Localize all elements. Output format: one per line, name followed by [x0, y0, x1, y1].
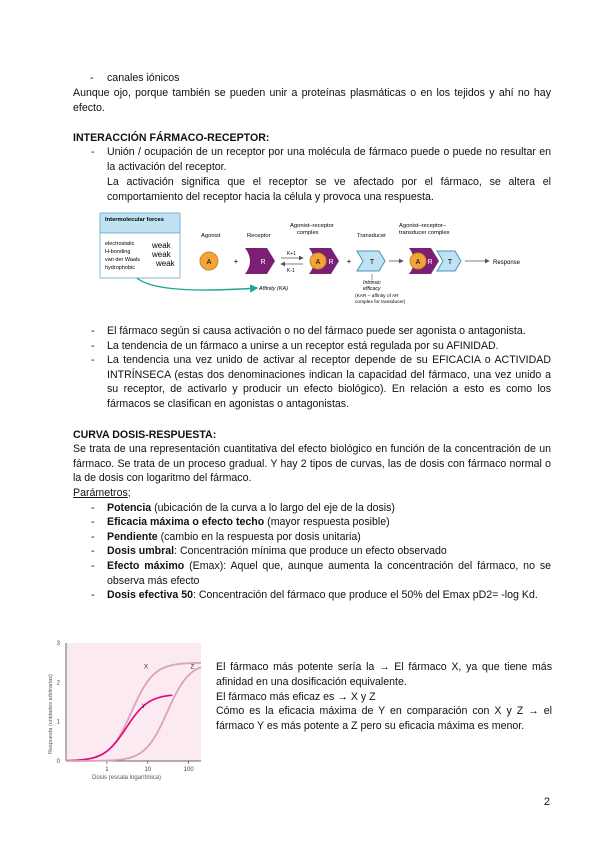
y-tick-label: 2 — [56, 680, 60, 687]
response-label: Response — [493, 260, 521, 266]
param-item: - Dosis umbral: Concentración mínima que produce un efecto observado — [91, 545, 447, 557]
receptor-label: Receptor — [247, 233, 271, 239]
svg-text:A: A — [415, 259, 421, 266]
intro-note: Aunque ojo, porque también se pueden unir a proteínas plasmáticas o en los tejidos y ahí no hay efecto. — [73, 87, 551, 114]
param-item: - Dosis efectiva 50: Concentración del fármaco que produce el 50% del Emax pD2= -log Kd. — [91, 589, 538, 601]
y-axis-label: Respuesta (unidades arbitrarias) — [48, 674, 54, 754]
weak-label: weak — [156, 259, 175, 268]
force-item: hydrophobic — [105, 265, 135, 271]
ternary-label-1: Agonist–receptor– — [399, 223, 447, 229]
svg-text:T: T — [447, 259, 453, 266]
bullet-union: - Unión / ocupación de un receptor por una molécula de fármaco puede o puede no resultar en la activación del receptor. — [91, 146, 551, 173]
svg-text:A: A — [315, 259, 321, 266]
bullet-eficacia: - La tendencia una vez unido de activar al receptor depende de su EFICACIA o ACTIVIDAD INTRÍNSECA (estas dos denominaciones indican la capacidad del fármaco, una vez unido a su receptor, de activarlo y producir un efecto biológico). En relación a esto es como los fármacos se clasifican en agonistas o antagonistas. — [91, 354, 551, 410]
page-number: 2 — [543, 796, 550, 809]
intrinsic-label-1: Intrinsic — [363, 280, 381, 286]
y-tick-label: 1 — [56, 719, 60, 726]
side-text-comparacion: Cómo es la eficacia máxima de Y en comparación con X y Z → el fármaco Y es más potente a Z pero su eficacia máxima es menor. — [216, 705, 552, 732]
x-tick-label: 100 — [183, 767, 194, 773]
section-heading-curva: CURVA DOSIS-RESPUESTA: — [73, 429, 217, 441]
param-item: - Efecto máximo (Emax): Aquel que, aunque aumenta la concentración del fármaco, no se observa más efecto — [91, 560, 552, 587]
k-plus: K+1 — [287, 251, 297, 257]
complex-label-2: complex — [297, 230, 319, 236]
force-item: van der Waals — [105, 257, 140, 263]
transducer-label: Transducer — [357, 233, 387, 239]
agonist-label: Agonist — [201, 233, 221, 239]
weak-label: weak — [152, 250, 171, 259]
x-axis-label: Dosis (escala logarítmica) — [92, 775, 162, 781]
curve-label-y: Y — [141, 703, 146, 711]
y-tick-label: 3 — [56, 641, 60, 647]
svg-text:R: R — [427, 259, 433, 266]
force-item: electrostatic — [105, 241, 135, 247]
bullet-union-extra: La activación significa que el receptor se ve afectado por el fármaco, se altera el comportamiento del receptor hacia la célula y provoca una respuesta. — [107, 176, 551, 203]
forces-title-box — [100, 213, 180, 233]
ternary-label-2: transducer complex — [399, 230, 450, 236]
svg-text:R: R — [328, 259, 334, 266]
y-tick-label: 0 — [56, 759, 60, 765]
side-text-potente: El fármaco más potente sería la → El fármaco X, ya que tiene más afinidad en una dosificación equivalente. — [216, 661, 552, 688]
receptor-diagram — [97, 210, 537, 306]
bullet-agonista: - El fármaco según si causa activación o no del fármaco puede ser agonista o antagonista. — [91, 325, 526, 337]
param-item: - Eficacia máxima o efecto techo (mayor respuesta posible) — [91, 516, 390, 528]
x-tick-label: 1 — [105, 767, 109, 773]
forces-title: Intermolecular forces — [105, 217, 164, 223]
transducer-letter: T — [369, 259, 375, 266]
params-label: Parámetros; — [73, 487, 131, 499]
param-item: - Potencia (ubicación de la curva a lo largo del eje de la dosis) — [91, 502, 395, 514]
curve-label-z: Z — [190, 663, 195, 671]
kar-label-2: complex for transducer) — [355, 300, 406, 305]
intrinsic-label-2: efficacy — [363, 286, 381, 292]
svg-text:+: + — [346, 257, 352, 266]
plus-sign: + — [233, 257, 239, 266]
complex-label-1: Agonist–receptor — [290, 223, 334, 229]
section-heading-interaccion: INTERACCIÓN FÁRMACO-RECEPTOR: — [73, 132, 270, 144]
dose-response-chart — [44, 636, 210, 786]
curva-intro: Se trata de una representación cuantitativa del efecto biológico en función de la concentración de un fármaco. Se trata de un proceso gradual. Y hay 2 tipos de curvas, las de dosis con fármaco normal o la de dosis con logaritmo del fármaco. — [73, 443, 551, 485]
param-item: - Pendiente (cambio en la respuesta por dosis unitaria) — [91, 531, 361, 543]
receptor-letter: R — [260, 259, 266, 266]
bullet-afinidad: - La tendencia de un fármaco a unirse a un receptor está regulada por su AFINIDAD. — [91, 340, 499, 352]
k-minus: K-1 — [287, 268, 295, 274]
weak-label: weak — [152, 241, 171, 250]
force-item: H-bonding — [105, 249, 131, 255]
list-dash: - — [90, 72, 94, 84]
curve-label-x: X — [143, 663, 149, 671]
x-tick-label: 10 — [144, 767, 152, 773]
side-text-eficaz: El fármaco más eficaz es → X y Z — [216, 691, 376, 703]
affinity-label: Affinity (KA) — [259, 286, 289, 292]
agonist-letter: A — [206, 259, 212, 266]
list-item: canales iónicos — [107, 72, 180, 84]
plot-area — [66, 643, 201, 761]
kar-label-1: (KAR – affinity of AR — [355, 294, 399, 299]
affinity-arrow — [137, 278, 257, 290]
